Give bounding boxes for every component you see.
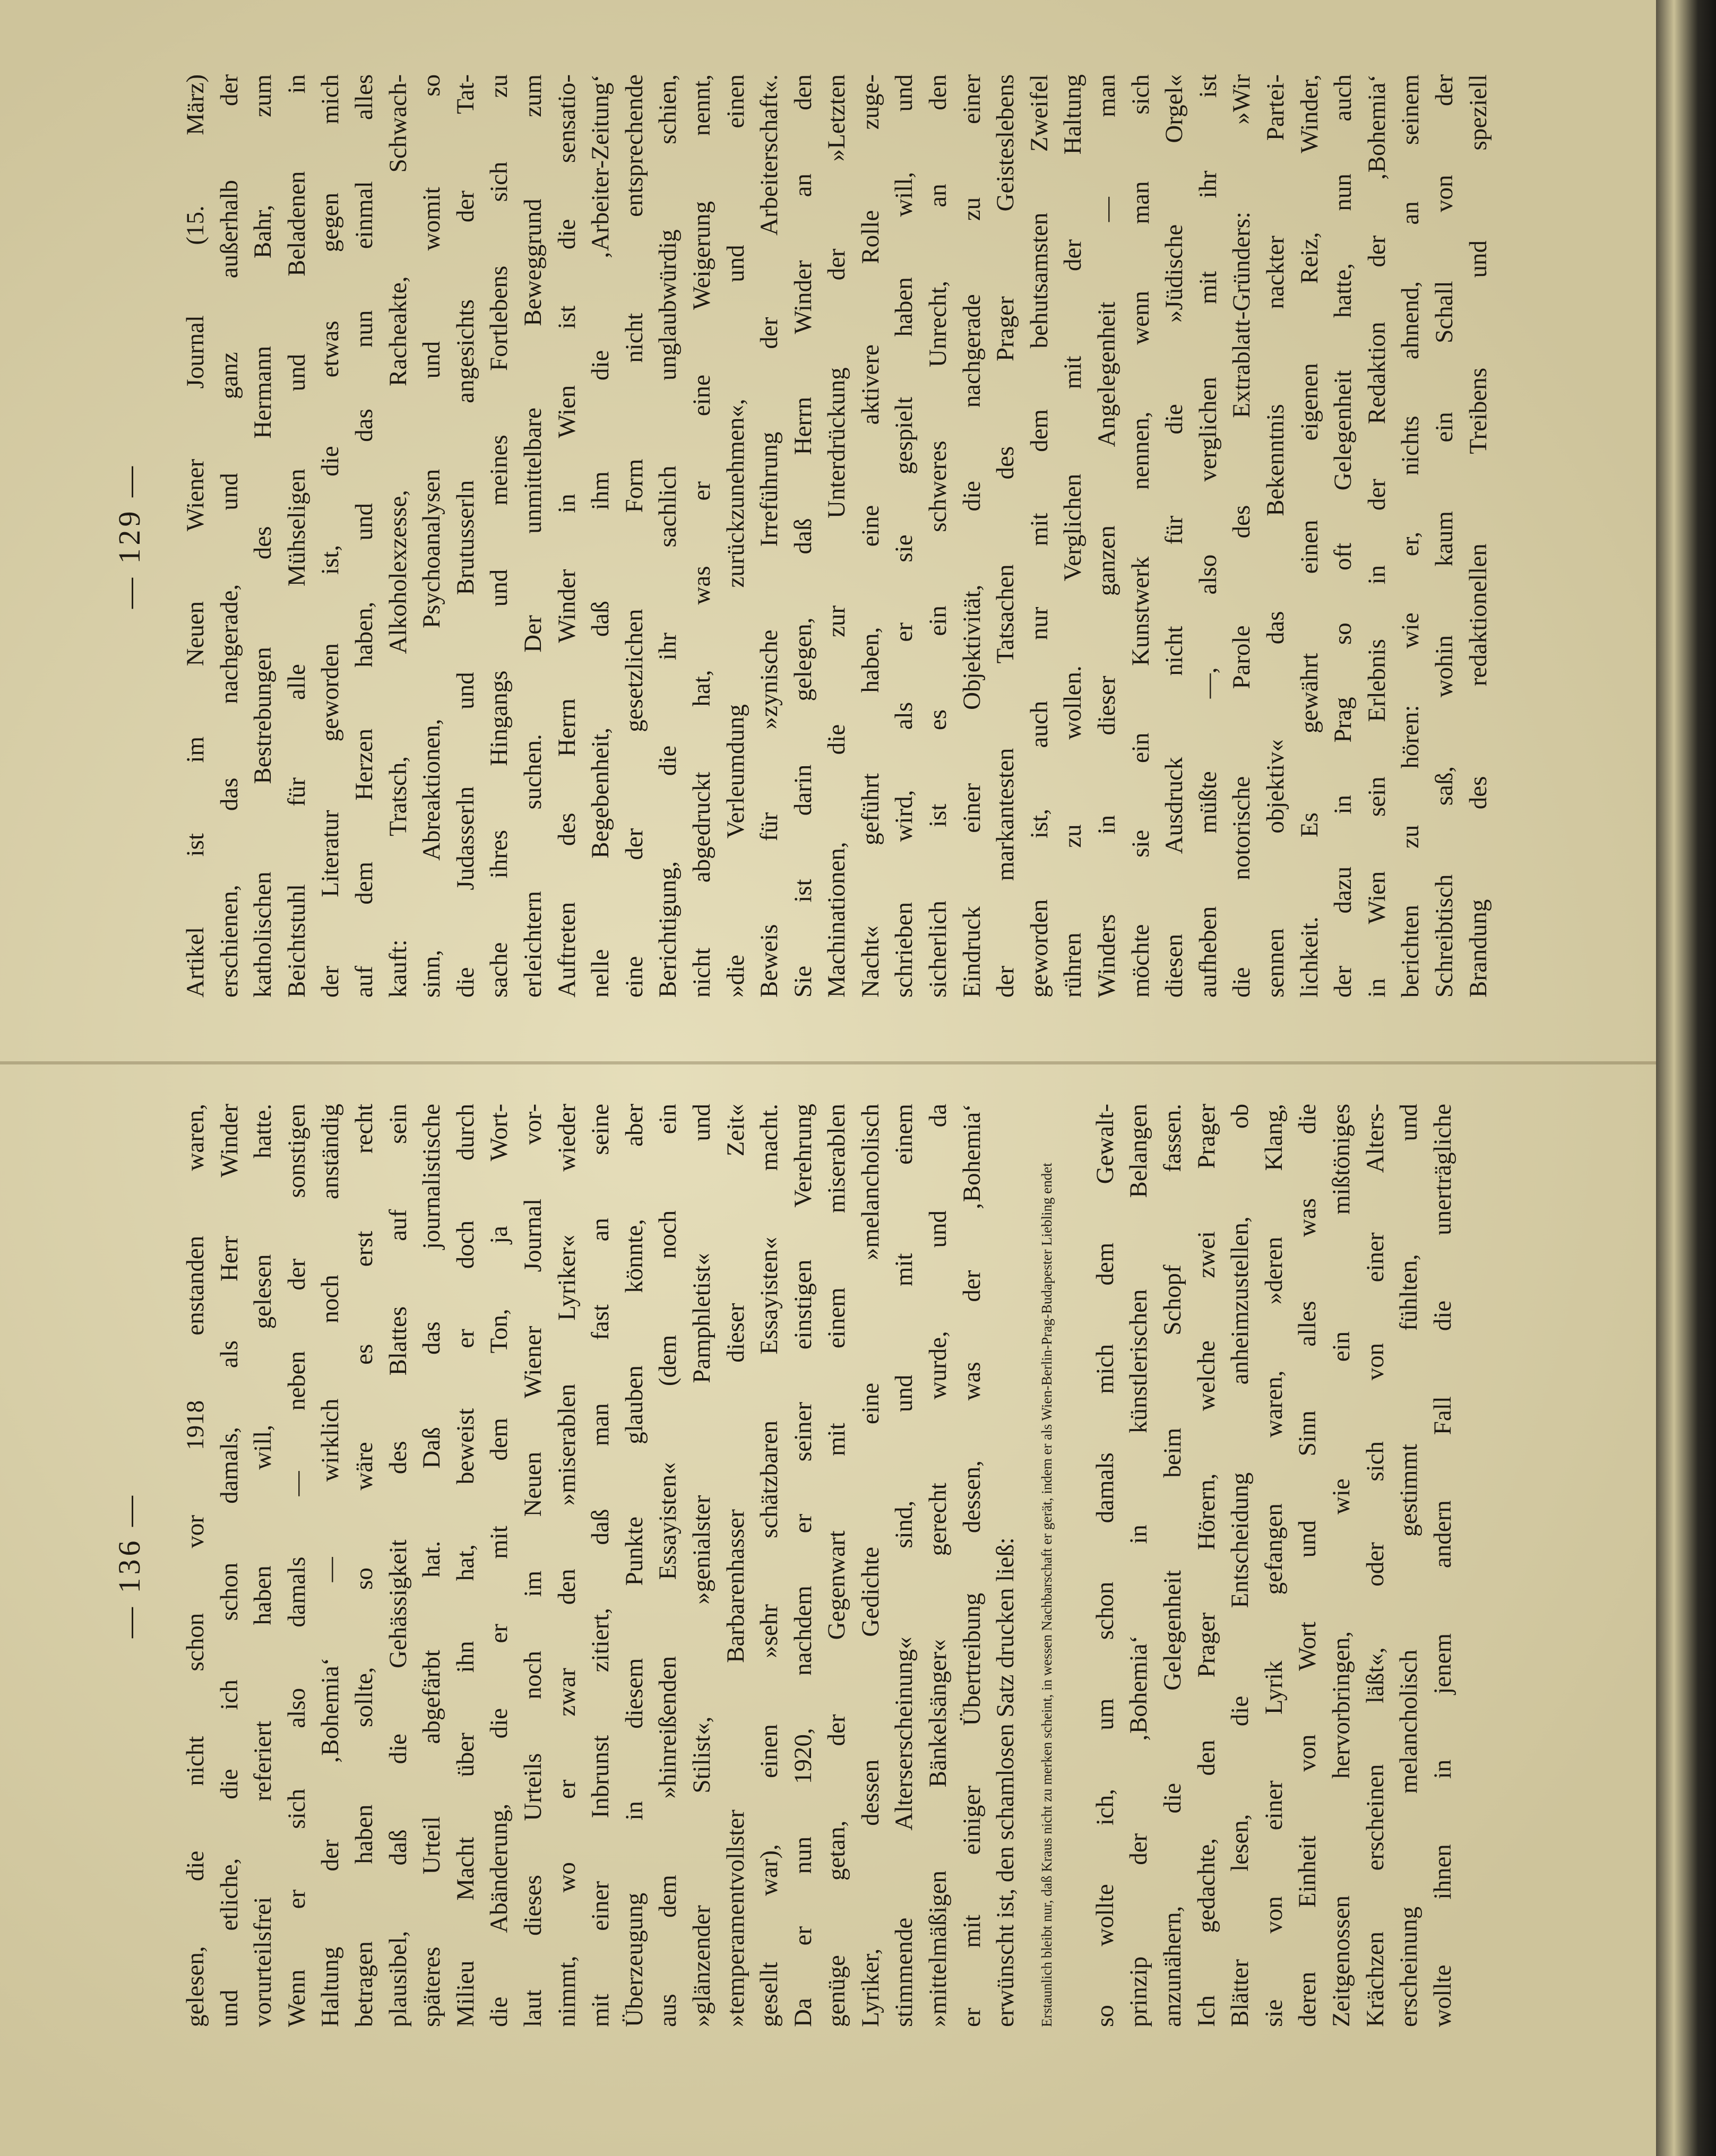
text-line: Überzeugung in diesem Punkte glauben könnte, aber (620, 1104, 648, 2027)
text-line: kauft: Tratsch, Alkoholexzesse, Racheakte, Schwach- (384, 74, 412, 998)
text-line: genüge getan, der Gegenwart mit einem miserablen (823, 1104, 851, 2027)
text-line: er mit einiger Übertreibung dessen, was der ‚Bohemia‘ (958, 1104, 986, 2027)
text-line: so wollte ich, um schon damals mich dem Gewalt- (1091, 1104, 1119, 2027)
book-edge (1656, 0, 1716, 2156)
page-fold (0, 1061, 1656, 1064)
text-line: Sie ist darin gelegen, daß Herrn Winder an den (789, 74, 817, 998)
text-line: erleichtern suchen. Der unmittelbare Beweggrund zum (519, 74, 547, 998)
text-line: plausibel, daß die Gehässigkeit des Blattes auf sein (384, 1104, 412, 2027)
text-line: sicherlich ist es ein schweres Unrecht, an den (924, 74, 952, 998)
text-line: die notorische Parole des Extrablatt-Gründers: »Wir (1228, 74, 1256, 998)
text-line: rühren zu wollen. Verglichen mit der Haltung (1059, 74, 1087, 998)
text-line: schrieben wird, als er sie gespielt haben will, und (890, 74, 918, 998)
text-line: sache ihres Hingangs und meines Fortlebens sich zu (485, 74, 513, 998)
text-line: in Wien sein Erlebnis in der Redaktion der ‚Bohemia‘ (1363, 74, 1391, 998)
text-line: »die Verleumdung zurückzunehmen«, und einen (721, 74, 749, 998)
text-line: aus dem »hinreißenden Essayisten« (dem noch ein (654, 1104, 682, 2027)
text-line: lichkeit. Es gewährt einen eigenen Reiz, Winder, (1295, 74, 1323, 998)
text-line: der markantesten Tatsachen des Prager Geisteslebens (991, 74, 1020, 998)
text-line: sie von einer Lyrik gefangen waren, »deren Klang, (1260, 1104, 1288, 2027)
text-line: geworden ist, auch nur mit dem behutsamsten Zweifel (1025, 74, 1053, 998)
text-line: Schreibtisch saß, wohin kaum ein Schall von der (1430, 74, 1458, 998)
page-136 (111, 1104, 1555, 2027)
text-line: »temperamentvollster Barbarenhasser dieser Zeit« (721, 1104, 749, 2027)
text-line: Ich gedachte, den Prager Hörern, welche zwei Prager (1192, 1104, 1220, 2027)
page-129-text (179, 74, 1495, 998)
text-line: Machinationen, die zur Unterdrückung der »Letzten (823, 74, 851, 998)
text-line: laut dieses Urteils noch im Neuen Wiener Journal vor- (519, 1104, 547, 2027)
text-line: diesen Ausdruck nicht für die »Jüdische Orgel« (1160, 74, 1188, 998)
text-line: gelesen, die nicht schon vor 1918 enstanden waren, (182, 1104, 209, 2027)
text-line: Winders in dieser ganzen Angelegenheit — man (1093, 74, 1121, 998)
text-line: mit einer Inbrunst zitiert, daß man fast an seine (587, 1104, 615, 2027)
text-line: katholischen Bestrebungen des Hermann Bahr, zum (249, 74, 277, 998)
text-line: nelle Begebenheit, daß ihm die ‚Arbeiter-Zeitung‘ (587, 74, 615, 998)
text-line: nimmt, wo er zwar den »miserablen Lyriker« wieder (553, 1104, 581, 2027)
text-line: auf dem Herzen haben, und das nun einmal alles (350, 74, 378, 998)
text-line: gesellt war), einen »sehr schätzbaren Essayisten« macht. (755, 1104, 783, 2027)
text-line: Wenn er sich also damals — neben der sonstigen (282, 1104, 311, 2027)
text-line: erwünscht ist, den schamlosen Satz drucken ließ: (991, 1537, 1020, 2027)
text-line: stimmende Alterserscheinung« sind, und mit einem (890, 1104, 918, 2027)
page-129 (111, 74, 1555, 998)
text-line: deren Einheit von Wort und Sinn alles was die (1294, 1104, 1322, 2027)
text-line: anzunähern, die Gelegenheit beim Schopf fassen. (1159, 1104, 1187, 2027)
text-line: erscheinung melancholisch gestimmt fühlten, und (1395, 1104, 1423, 2027)
text-line: sennen objektiv« das Bekenntnis nackter Partei- (1262, 74, 1289, 998)
text-line: aufheben müßte —, also verglichen mit ihr ist (1194, 74, 1222, 998)
text-line: und etliche, die ich schon damals, als Herr Winder (215, 1104, 243, 2027)
page-number-136: — 136 — (112, 1493, 146, 1638)
footnote-quote: Erstaunlich bleibt nur, daß Kraus nicht zu merken scheint, in wessen Nachbarschaft er gerät, indem er als Wien-Berlin-Prag-Budapester Liebling endet (1038, 1163, 1055, 2027)
text-line: der Literatur geworden ist, die etwas gegen mich (316, 74, 344, 998)
text-line: Haltung der ‚Bohemia‘ — wirklich noch anständig (316, 1104, 344, 2027)
text-line: Beweis für »zynische Irreführung der Arbeiterschaft«. (755, 74, 783, 998)
text-line: Artikel ist im Neuen Wiener Journal (15. März) (182, 74, 209, 998)
text-line: möchte sie ein Kunstwerk nennen, wenn man sich (1126, 74, 1154, 998)
text-line: Berichtigung, die ihr sachlich unglaubwürdig schien, (654, 74, 682, 998)
text-line: Zeitgenossen hervorbringen, wie ein mißtöniges (1327, 1104, 1355, 2027)
text-line: betragen haben sollte, so wäre es erst recht (350, 1104, 378, 2027)
text-line: wollte ihnen in jenem andern Fall die unerträgliche (1428, 1104, 1456, 2027)
text-line: Lyriker, dessen Gedichte eine »melancholisch (856, 1104, 884, 2027)
text-line: späteres Urteil abgefärbt hat. Daß das journalistische (418, 1104, 446, 2027)
text-line: prinzip der ‚Bohemia‘ in künstlerischen Belangen (1125, 1104, 1153, 2027)
text-line: die Abänderung, die er mit dem Ton, ja Wort- (485, 1104, 513, 2027)
page-136-text-bottom (1089, 1104, 1460, 2027)
text-line: Milieu Macht über ihn hat, beweist er doch durch (451, 1104, 479, 2027)
text-line: »mittelmäßigen Bänkelsänger« gerecht wurde, und da (924, 1104, 952, 2027)
text-line: nicht abgedruckt hat, was er eine Weigerung nennt, (687, 74, 715, 998)
text-line: Da er nun 1920, nachdem er seiner einstigen Verehrung (789, 1104, 817, 2027)
text-line: Auftreten des Herrn Winder in Wien ist die sensatio- (553, 74, 581, 998)
text-line: Blätter lesen, die Entscheidung anheimzustellen, ob (1226, 1104, 1254, 2027)
text-line: der dazu in Prag so oft Gelegenheit hatte, nun auch (1329, 74, 1357, 998)
text-line: »glänzender Stilist«, »genialster Pamphletist« und (687, 1104, 715, 2027)
text-line: Beichtstuhl für alle Mühseligen und Beladenen in (282, 74, 311, 998)
text-line: die Judasserln und Brutusserln angesichts der Tat- (451, 74, 479, 998)
page-136-text-top (179, 1104, 1023, 2027)
text-line: Eindruck einer Objektivität, die nachgerade zu einer (958, 74, 986, 998)
text-line: Krächzen erscheinen läßt«, oder sich von einer Alters- (1361, 1104, 1389, 2027)
text-line: berichten zu hören: wie er, nichts ahnend, an seinem (1396, 74, 1425, 998)
text-line: vorurteilsfrei referiert haben will, gelesen hatte. (249, 1104, 277, 2027)
text-line: sinn, Abreaktionen, Psychoanalysen und womit so (418, 74, 446, 998)
text-line: Nacht« geführt haben, eine aktivere Rolle zuge- (856, 74, 884, 998)
text-line: Brandung des redaktionellen Treibens und speziell (1464, 74, 1492, 998)
page-number-129: — 129 — (112, 463, 146, 609)
text-line: erschienen, das nachgerade, und ganz außerhalb der (215, 74, 243, 998)
text-line: eine der gesetzlichen Form nicht entsprechende (620, 74, 648, 998)
